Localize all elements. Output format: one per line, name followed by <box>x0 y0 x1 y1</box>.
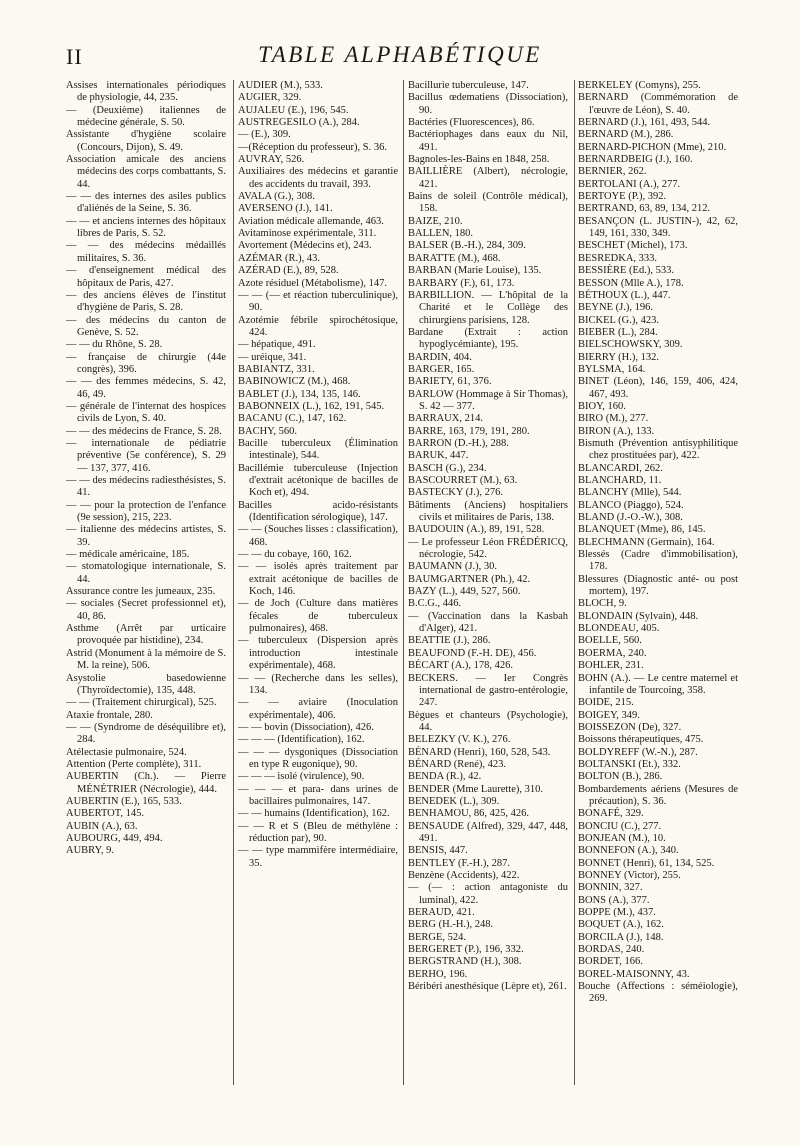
index-entry: B.C.G., 446. <box>408 598 462 610</box>
index-entry: BÉNARD (René), 423. <box>408 758 506 770</box>
index-entry: — — humains (Identification), 162. <box>238 808 390 820</box>
index-entry: Bacillémie tuberculeuse (Injection d'extrait acétonique de bacilles de Koch et), 494. <box>238 462 398 499</box>
index-entry: — — (Traitement chirurgical), 525. <box>66 697 217 709</box>
index-entry: BARDIN, 404. <box>408 351 472 363</box>
index-entry: BAUMGARTNER (Ph.), 42. <box>408 573 531 585</box>
index-entry: AZÉRAD (E.), 89, 528. <box>238 265 339 277</box>
index-entry: BOLTANSKI (Et.), 332. <box>578 758 681 770</box>
index-entry: BIOY, 160. <box>578 400 626 412</box>
index-entry: Blessures (Diagnostic anté- ou post mortem), 197. <box>578 573 738 598</box>
index-entry: — (Vaccination dans la Kasbah d'Alger), 421. <box>408 610 568 635</box>
index-entry: — — des médecins médaillés militaires, S. 36. <box>66 240 226 264</box>
index-entry: — hépatique, 491. <box>238 339 316 351</box>
index-entry: — — des femmes médecins, S. 42, 46, 49. <box>66 376 226 400</box>
index-entry: BACHY, 560. <box>238 425 298 437</box>
index-entry: BENSAUDE (Alfred), 329, 447, 448, 491. <box>408 820 568 844</box>
index-entry: BOIDE, 215. <box>578 697 634 709</box>
index-entry: BERNIER, 262. <box>578 166 647 178</box>
index-entry: BONNEY (Victor), 255. <box>578 870 681 881</box>
index-entry: — — (Recherche dans les selles), 134. <box>238 672 398 696</box>
index-entry: BLECHMANN (Germain), 164. <box>578 536 715 548</box>
page-number: II <box>66 44 83 69</box>
index-entry: Bardane (Extrait : action hypoglycémiante), 195. <box>408 326 568 351</box>
index-entry: Azotémie fébrile spirochétosique, 424. <box>238 314 398 338</box>
index-entry: BABIANTZ, 331. <box>238 363 315 375</box>
index-entry: — (E.), 309. <box>238 129 291 141</box>
index-entry: BLOCH, 9. <box>578 598 627 610</box>
index-entry: Boissons thérapeutiques, 475. <box>578 734 704 746</box>
index-entry: BESANÇON (L. JUSTIN-), 42, 62, 149, 161, 330, 349. <box>578 215 738 240</box>
index-entry: — — aviaire (Inoculation expérimentale), 406. <box>238 697 398 721</box>
index-entry: BERTOYE (P.), 392. <box>578 191 667 203</box>
index-entry: BALLEN, 180. <box>408 228 474 240</box>
index-entry: BOQUET (A.), 162. <box>578 919 664 931</box>
index-entry: BLANCHARD, 11. <box>578 475 662 486</box>
index-entry: BORDAS, 240. <box>578 944 645 956</box>
index-entry: — — (— et réaction tuberculinique), 90. <box>238 289 398 314</box>
index-entry: BESCHET (Michel), 173. <box>578 240 688 252</box>
index-entry: — d'enseignement médical des hôpitaux de Paris, 427. <box>66 265 226 289</box>
running-head-title: TABLE ALPHABÉTIQUE <box>258 42 542 67</box>
index-entry: BEAUFOND (F.-H. DE), 456. <box>408 647 537 659</box>
index-entry: — internationale de pédiatrie préventive (5e conférence), S. 29 — 137, 377, 416. <box>66 437 226 474</box>
index-column-1 <box>66 80 226 858</box>
index-entry: AUBERTIN (Ch.). — Pierre MÉNÉTRIER (Nécrologie), 444. <box>66 771 226 795</box>
index-entry: AUSTREGESILO (A.), 284. <box>238 117 360 129</box>
index-entry: BLONDAIN (Sylvain), 448. <box>578 610 699 622</box>
index-entry: — — — et para- dans urines de bacillaires pulmonaires, 147. <box>238 783 398 807</box>
index-entry: Ataxie frontale, 280. <box>66 709 153 721</box>
index-entry: — — isolés après traitement par extrait acétonique de bacilles de Koch, 146. <box>238 561 398 598</box>
index-entry: Atélectasie pulmonaire, 524. <box>66 746 187 758</box>
index-entry: BAUMANN (J.), 30. <box>408 561 497 573</box>
index-entry: BARBARY (F.), 61, 173. <box>408 277 515 289</box>
index-entry: BOLTON (B.), 286. <box>578 771 663 783</box>
index-entry: Attention (Perte complète), 311. <box>66 758 202 770</box>
index-entry: BENEDEK (L.), 309. <box>408 795 500 807</box>
index-entry: — — — (Identification), 162. <box>238 734 365 746</box>
index-entry: Bacillurie tuberculeuse, 147. <box>408 80 529 91</box>
index-entry: AUGIER, 329. <box>238 92 302 104</box>
index-entry: BORDET, 166. <box>578 956 643 968</box>
index-entry: — stomatologique internationale, S. 44. <box>66 561 226 585</box>
index-entry: — — du cobaye, 160, 162. <box>238 549 352 561</box>
index-entry: — tuberculeux (Dispersion après introduction intestinale expérimentale), 468. <box>238 635 398 672</box>
index-entry: BESREDKA, 333. <box>578 252 658 264</box>
index-entry: BLAND (J.-O.-W.), 308. <box>578 512 683 524</box>
index-entry: Béribéri anesthésique (Lèpre et), 261. <box>408 981 567 993</box>
index-entry: Bacillus œdematiens (Dissociation), 90. <box>408 92 568 116</box>
index-entry: BACANU (C.), 147, 162. <box>238 413 347 425</box>
index-entry: AUBIN (A.), 63. <box>66 820 138 832</box>
index-entry: BERNARD (J.), 161, 493, 544. <box>578 117 711 129</box>
index-entry: — — pour la protection de l'enfance (9e session), 215, 223. <box>66 499 226 524</box>
index-entry: BLANCARDI, 262. <box>578 462 663 474</box>
index-entry: BONCIU (C.), 277. <box>578 820 662 832</box>
index-entry: Asthme (Arrêt par urticaire provoquée par histidine), 234. <box>66 623 226 647</box>
index-entry: — (Deuxième) italiennes de médecine générale, S. 50. <box>66 104 226 129</box>
index-entry: BOELLE, 560. <box>578 635 642 647</box>
index-entry: BONNIN, 327. <box>578 882 643 894</box>
index-entry: BENTLEY (F.-H.), 287. <box>408 857 511 869</box>
index-entry: Bagnoles-les-Bains en 1848, 258. <box>408 154 550 166</box>
index-entry: BESSIÈRE (Ed.), 533. <box>578 265 674 277</box>
index-entry: Assises internationales périodiques de physiologie, 44, 235. <box>66 80 226 104</box>
index-entry: BÉTHOUX (L.), 447. <box>578 289 671 301</box>
index-entry: BASTECKY (J.), 276. <box>408 487 503 499</box>
index-entry: BAILLIÈRE (Albert), nécrologie, 421. <box>408 166 568 190</box>
index-entry: BOHLER, 231. <box>578 660 644 672</box>
index-entry: BOERMA, 240. <box>578 647 647 659</box>
index-entry: Benzène (Accidents), 422. <box>408 870 520 881</box>
index-entry: — Le professeur Léon FRÉDÉRICQ, nécrologie, 542. <box>408 536 568 561</box>
index-entry: BERNARD (Commémoration de l'œuvre de Léon), S. 40. <box>578 92 738 116</box>
index-entry: BECKERS. — Ier Congrès international de gastro-entérologie, 247. <box>408 672 568 709</box>
index-entry: AUJALEU (E.), 196, 545. <box>238 104 349 116</box>
index-entry: Astrid (Monument à la mémoire de S. M. la reine), 506. <box>66 647 226 672</box>
index-entry: Bâtiments (Anciens) hospitaliers civils et militaires de Paris, 138. <box>408 499 568 524</box>
index-entry: Blessés (Cadre d'immobilisation), 178. <box>578 549 738 573</box>
index-entry: BINET (Léon), 146, 159, 406, 424, 467, 493. <box>578 376 738 400</box>
index-entry: — générale de l'internat des hospices civils de Lyon, S. 40. <box>66 400 226 425</box>
index-entry: BENDER (Mme Laurette), 310. <box>408 783 544 795</box>
index-entry: BARUK, 447. <box>408 450 469 462</box>
index-entry: Azote résiduel (Métabolisme), 147. <box>238 277 387 289</box>
index-entry: BELEZKY (V. K.), 276. <box>408 734 511 746</box>
index-entry: AUBRY, 9. <box>66 845 114 857</box>
index-entry: Asystolie basedowienne (Thyroïdectomie), 135, 448. <box>66 672 226 696</box>
index-column-3 <box>408 80 568 993</box>
index-entry: BERTOLANI (A.), 277. <box>578 178 681 190</box>
index-entry: BERHO, 196. <box>408 968 468 980</box>
index-entry: — — et anciens internes des hôpitaux libres de Paris, S. 52. <box>66 215 226 240</box>
index-entry: BOISSEZON (De), 327. <box>578 721 682 733</box>
index-entry: — médicale américaine, 185. <box>66 549 190 561</box>
index-entry: AVALA (G.), 308. <box>238 191 315 203</box>
index-entry: AZÉMAR (R.), 43. <box>238 252 320 264</box>
index-entry: — française de chirurgie (44e congrès), 396. <box>66 351 226 375</box>
index-column-4 <box>578 80 738 1006</box>
index-entry: BARGER, 165. <box>408 363 475 375</box>
index-entry: BARBAN (Marie Louise), 135. <box>408 265 542 277</box>
index-entry: BARLOW (Hommage à Sir Thomas), S. 42 — 377. <box>408 388 568 412</box>
index-entry: BOHN (A.). — Le centre maternel et infantile de Tourcoing, 358. <box>578 672 738 696</box>
index-entry: BARRE, 163, 179, 191, 280. <box>408 425 530 437</box>
index-entry: — des médecins du canton de Genève, S. 52. <box>66 314 226 338</box>
index-entry: BONNET (Henri), 61, 134, 525. <box>578 857 715 869</box>
index-entry: BIRON (A.), 133. <box>578 425 655 437</box>
index-entry: — — des médecins radiesthésistes, S. 41. <box>66 475 226 499</box>
index-entry: BIEBER (L.), 284. <box>578 326 658 338</box>
index-entry: Avortement (Médecins et), 243. <box>238 240 372 252</box>
index-entry: BAUDOUIN (A.), 89, 191, 528. <box>408 524 545 536</box>
index-entry: Bactériophages dans eaux du Nil, 491. <box>408 129 568 153</box>
index-entry: BESSON (Mlle A.), 178. <box>578 277 684 289</box>
index-entry: BARRAUX, 214. <box>408 413 483 425</box>
index-columns <box>66 80 756 1136</box>
index-entry: — — (Syndrome de déséquilibre et), 284. <box>66 721 226 746</box>
index-entry: Assurance contre les jumeaux, 235. <box>66 586 216 598</box>
index-column-2 <box>238 80 398 870</box>
index-entry: BÉNARD (Henri), 160, 528, 543. <box>408 746 551 758</box>
index-entry: AVERSENO (J.), 141. <box>238 203 333 215</box>
index-entry: — italienne des médecins artistes, S. 39. <box>66 524 226 548</box>
index-entry: BERTRAND, 63, 89, 134, 212. <box>578 203 711 215</box>
index-entry: BONJEAN (M.), 10. <box>578 832 666 844</box>
index-entry: BIELSCHOWSKY, 309. <box>578 339 683 351</box>
index-entry: BLANCHY (Mlle), 544. <box>578 487 682 499</box>
index-entry: BABONNEIX (L.), 162, 191, 545. <box>238 400 385 412</box>
index-entry: BASCH (G.), 234. <box>408 462 487 474</box>
index-entry: BONAFÉ, 329. <box>578 808 644 820</box>
index-entry: — — — dysgoniques (Dissociation en type R eugonique), 90. <box>238 746 398 770</box>
index-entry: Bacille tuberculeux (Élimination intestinale), 544. <box>238 437 398 462</box>
index-entry: BLONDEAU, 405. <box>578 623 660 635</box>
index-entry: Bains de soleil (Contrôle médical), 158. <box>408 191 568 215</box>
index-entry: BENDA (R.), 42. <box>408 771 482 783</box>
index-entry: BICKEL (G.), 423. <box>578 314 659 326</box>
index-entry: Bouche (Affections : séméiologie), 269. <box>578 981 738 1005</box>
index-entry: BASCOURRET (M.), 63. <box>408 475 518 486</box>
index-entry: BOIGEY, 349. <box>578 709 640 721</box>
index-entry: BIERRY (H.), 132. <box>578 351 659 363</box>
index-entry: — — des médecins de France, S. 28. <box>66 425 222 437</box>
index-entry: Auxiliaires des médecins et garantie des accidents du travail, 393. <box>238 166 398 190</box>
index-entry: Association amicale des anciens médecins des corps combattants, S. 44. <box>66 154 226 190</box>
index-entry: BENHAMOU, 86, 425, 426. <box>408 808 530 820</box>
index-entry: BERG (H.-H.), 248. <box>408 919 494 931</box>
index-entry: AUBOURG, 449, 494. <box>66 832 163 844</box>
index-entry: BERNARDBEIG (J.), 160. <box>578 154 693 166</box>
index-entry: BERKELEY (Comyns), 255. <box>578 80 701 91</box>
index-entry: BAZY (L.), 449, 527, 560. <box>408 586 521 598</box>
index-entry: BÉCART (A.), 178, 426. <box>408 660 514 672</box>
index-entry: Aviation médicale allemande, 463. <box>238 215 384 227</box>
index-entry: Avitaminose expérimentale, 311. <box>238 228 377 240</box>
index-entry: BERAUD, 421. <box>408 907 475 919</box>
index-entry: BERGSTRAND (H.), 308. <box>408 956 522 968</box>
index-entry: — sociales (Secret professionnel et), 40, 86. <box>66 598 226 622</box>
index-entry: Bactéries (Fluorescences), 86. <box>408 117 535 129</box>
index-entry: — — type mammifère intermédiaire, 35. <box>238 845 398 869</box>
index-entry: — — du Rhône, S. 28. <box>66 339 163 351</box>
index-entry: — — — isolé (virulence), 90. <box>238 771 365 783</box>
index-entry: Bacilles acido-résistants (Identification sérologique), 147. <box>238 499 398 524</box>
index-entry: BARBILLION. — L'hôpital de la Charité et le Collège des chirurgiens parisiens, 128. <box>408 289 568 326</box>
index-entry: BONS (A.), 377. <box>578 894 650 906</box>
index-entry: BERNARD (M.), 286. <box>578 129 674 141</box>
index-entry: — — (Souches lisses : classification), 468. <box>238 524 398 548</box>
index-entry: BIRO (M.), 277. <box>578 413 649 425</box>
index-entry: BOREL-MAISONNY, 43. <box>578 968 690 980</box>
index-entry: Assistante d'hygiène scolaire (Concours, Dijon), S. 49. <box>66 129 226 153</box>
index-entry: BEATTIE (J.), 286. <box>408 635 491 647</box>
index-entry: BORCILA (J.), 148. <box>578 931 664 943</box>
index-entry: BYLSMA, 164. <box>578 363 646 375</box>
index-entry: BABINOWICZ (M.), 468. <box>238 376 351 388</box>
index-entry: Bombardements aériens (Mesures de précaution), S. 36. <box>578 783 738 807</box>
index-entry: AUDIER (M.), 533. <box>238 80 323 91</box>
index-entry: BARATTE (M.), 468. <box>408 252 501 264</box>
index-entry: — — R et S (Bleu de méthylène : réduction par), 90. <box>238 820 398 844</box>
index-entry: Bismuth (Prévention antisyphilitique chez prostituées par), 422. <box>578 437 738 462</box>
index-entry: BABLET (J.), 134, 135, 146. <box>238 388 361 400</box>
index-entry: — des anciens élèves de l'institut d'hygiène de Paris, S. 28. <box>66 289 226 314</box>
index-entry: AUBERTIN (E.), 165, 533. <box>66 795 182 807</box>
index-entry: BOPPE (M.), 437. <box>578 907 656 919</box>
index-entry: AUBERTOT, 145. <box>66 808 145 820</box>
index-entry: — — bovin (Dissociation), 426. <box>238 721 374 733</box>
index-entry: BALSER (B.-H.), 284, 309. <box>408 240 526 252</box>
index-entry: BARIETY, 61, 376. <box>408 376 492 388</box>
index-entry: BEYNE (J.), 196. <box>578 302 653 314</box>
index-entry: — uréique, 341. <box>238 351 307 363</box>
index-entry: Bègues et chanteurs (Psychologie), 44. <box>408 709 568 733</box>
index-entry: BOLDYREFF (W.-N.), 287. <box>578 746 698 758</box>
index-entry: BENSIS, 447. <box>408 845 468 857</box>
index-entry: BLANCO (Piaggo), 524. <box>578 499 684 511</box>
index-entry: BERGERET (P.), 196, 332. <box>408 944 524 956</box>
index-entry: BARRON (D.-H.), 288. <box>408 437 509 449</box>
index-entry: BAIZE, 210. <box>408 215 463 227</box>
index-entry: — (— : action antagoniste du luminal), 422. <box>408 882 568 906</box>
index-entry: — de Joch (Culture dans matières fécales de tuberculeux pulmonaires), 468. <box>238 598 398 635</box>
index-entry: — — des internes des asiles publics d'aliénés de la Seine, S. 36. <box>66 191 226 215</box>
index-entry: AUVRAY, 526. <box>238 154 305 166</box>
index-entry: BERNARD-PICHON (Mme), 210. <box>578 141 727 153</box>
index-entry: BERGE, 524. <box>408 931 467 943</box>
index-entry: BLANQUET (Mme), 86, 145. <box>578 524 706 536</box>
index-entry: —(Réception du professeur), S. 36. <box>238 141 388 153</box>
index-entry: BONNEFON (A.), 340. <box>578 845 679 857</box>
